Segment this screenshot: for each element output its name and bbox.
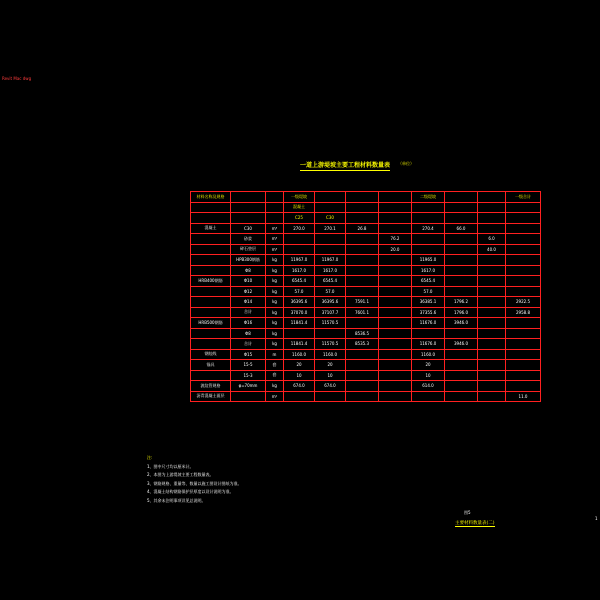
table-cell: 36385.1 <box>412 297 445 308</box>
table-cell <box>231 192 266 203</box>
table-cell <box>379 391 412 402</box>
table-cell: 37355.6 <box>412 307 445 318</box>
table-cell: 砂浆 <box>231 234 266 245</box>
table-row <box>191 213 541 224</box>
table-cell <box>506 202 541 213</box>
table-cell: m² <box>266 391 284 402</box>
table-cell: 1796.2 <box>445 297 478 308</box>
table-cell <box>412 202 445 213</box>
table-cell <box>379 276 412 287</box>
table-cell <box>506 213 541 224</box>
table-cell: Φ8 <box>231 265 266 276</box>
table-cell: 11965.0 <box>412 255 445 266</box>
table-cell: 674.0 <box>315 381 346 392</box>
table-cell: HRB400钢筋 <box>191 276 231 287</box>
table-cell <box>478 381 506 392</box>
table-cell: 1160.0 <box>412 349 445 360</box>
table-cell: 20 <box>412 360 445 371</box>
table-cell: 3946.0 <box>445 339 478 350</box>
table-cell <box>478 202 506 213</box>
table-cell <box>346 234 379 245</box>
table-cell <box>506 265 541 276</box>
table-cell: kg <box>266 286 284 297</box>
table-cell <box>478 223 506 234</box>
table-cell <box>478 370 506 381</box>
table-cell: 2958.8 <box>506 307 541 318</box>
table-cell <box>445 234 478 245</box>
table-cell <box>266 213 284 224</box>
table-cell <box>445 370 478 381</box>
note-item: 2、本图为上游堤坡主要工程数量表。 <box>147 472 214 477</box>
notes-block <box>147 454 242 505</box>
table-cell: 614.0 <box>412 381 445 392</box>
table-row <box>191 244 541 255</box>
table-cell <box>315 391 346 402</box>
note-item: 4、混凝土结构钢筋保护层厚度以设计说明为准。 <box>147 489 234 494</box>
table-row <box>191 192 541 203</box>
table-cell: 混凝土 <box>284 202 315 213</box>
table-cell <box>379 318 412 329</box>
table-cell: 26.8 <box>346 223 379 234</box>
table-cell <box>315 234 346 245</box>
table-cell: 6545.4 <box>284 276 315 287</box>
table-cell: kg <box>266 265 284 276</box>
table-cell <box>346 360 379 371</box>
table-cell: 锚具 <box>191 360 231 371</box>
table-cell <box>191 307 231 318</box>
table-cell: 7601.1 <box>346 307 379 318</box>
table-cell <box>315 244 346 255</box>
table-cell: Φ8 <box>231 328 266 339</box>
table-cell <box>346 213 379 224</box>
table-cell <box>346 265 379 276</box>
table-cell: 36395.6 <box>284 297 315 308</box>
table-cell: Φ14 <box>231 297 266 308</box>
table-cell <box>506 370 541 381</box>
table-cell: C30 <box>315 213 346 224</box>
table-cell: 36395.6 <box>315 297 346 308</box>
table-cell <box>478 286 506 297</box>
table-cell <box>284 391 315 402</box>
table-cell: Φ15 <box>231 349 266 360</box>
table-cell: 10 <box>284 370 315 381</box>
table-cell <box>191 370 231 381</box>
table-cell <box>506 381 541 392</box>
table-cell: 11570.5 <box>315 318 346 329</box>
table-cell: 2922.5 <box>506 297 541 308</box>
table-cell: 57.0 <box>284 286 315 297</box>
table-cell: m³ <box>266 223 284 234</box>
table-row <box>191 307 541 318</box>
table-cell <box>445 192 478 203</box>
table-cell <box>506 328 541 339</box>
table-cell <box>379 223 412 234</box>
table-cell <box>412 391 445 402</box>
table-cell: Φ10 <box>231 276 266 287</box>
table-cell: 10 <box>412 370 445 381</box>
table-cell <box>445 265 478 276</box>
table-cell: Φ12 <box>231 286 266 297</box>
table-cell <box>445 360 478 371</box>
table-cell <box>191 286 231 297</box>
table-cell <box>379 286 412 297</box>
table-cell <box>478 339 506 350</box>
table-cell: 1160.0 <box>284 349 315 360</box>
table-cell <box>191 213 231 224</box>
table-cell: 270.1 <box>315 223 346 234</box>
table-cell: 11967.0 <box>315 255 346 266</box>
table-cell <box>379 192 412 203</box>
table-cell <box>346 318 379 329</box>
table-cell <box>231 202 266 213</box>
table-cell <box>412 328 445 339</box>
table-cell: 15-5 <box>231 360 266 371</box>
table-cell: 8536.5 <box>346 328 379 339</box>
table-cell <box>346 192 379 203</box>
table-cell <box>346 202 379 213</box>
table-cell <box>191 244 231 255</box>
table-cell: 套 <box>266 370 284 381</box>
table-cell <box>346 255 379 266</box>
table-cell <box>506 360 541 371</box>
table-cell: 37107.7 <box>315 307 346 318</box>
table-row <box>191 360 541 371</box>
table-cell <box>346 276 379 287</box>
table-cell: 37070.0 <box>284 307 315 318</box>
table-cell <box>346 286 379 297</box>
table-cell: 11676.0 <box>412 318 445 329</box>
table-cell <box>346 349 379 360</box>
table-cell: C25 <box>284 213 315 224</box>
table-cell: kg <box>266 339 284 350</box>
sheet-mark: 1 <box>595 516 598 521</box>
table-row <box>191 370 541 381</box>
table-cell: 沥青混凝土面层 <box>191 391 231 402</box>
table-cell <box>191 297 231 308</box>
table-row <box>191 349 541 360</box>
table-cell <box>506 223 541 234</box>
table-cell <box>379 370 412 381</box>
table-cell <box>315 192 346 203</box>
table-cell: 1617.0 <box>284 265 315 276</box>
table-cell <box>445 202 478 213</box>
table-cell: 11967.0 <box>284 255 315 266</box>
table-cell <box>445 286 478 297</box>
table-cell <box>506 255 541 266</box>
table-cell: 6545.4 <box>315 276 346 287</box>
table-cell <box>379 349 412 360</box>
table-cell <box>191 339 231 350</box>
table-cell: 6545.4 <box>412 276 445 287</box>
note-item: 3、钢筋规格、重量等、数量以施工图设计图纸为准。 <box>147 480 242 486</box>
table-cell <box>478 213 506 224</box>
table-cell <box>506 349 541 360</box>
table-cell: 270.4 <box>412 223 445 234</box>
drawing-number: 图5 <box>464 510 471 515</box>
table-cell <box>379 255 412 266</box>
table-cell: 合计 <box>231 307 266 318</box>
table-cell: 1160.0 <box>315 349 346 360</box>
table-cell: 1617.0 <box>315 265 346 276</box>
table-cell: 11570.5 <box>315 339 346 350</box>
table-cell <box>346 370 379 381</box>
table-cell: 20 <box>284 360 315 371</box>
table-row <box>191 381 541 392</box>
table-cell: m³ <box>266 234 284 245</box>
table-cell <box>445 255 478 266</box>
table-cell: 20.0 <box>379 244 412 255</box>
table-cell: 套 <box>266 360 284 371</box>
table-cell <box>478 307 506 318</box>
table-cell: 1617.0 <box>412 265 445 276</box>
table-cell <box>231 213 266 224</box>
table-cell <box>379 202 412 213</box>
note-item: 5、其余未注明事项详见总说明。 <box>147 497 206 503</box>
table-cell <box>412 213 445 224</box>
table-row <box>191 276 541 287</box>
table-cell: 钢绞线 <box>191 349 231 360</box>
table-cell <box>506 234 541 245</box>
notes-label: 注: <box>147 455 153 460</box>
table-cell <box>315 202 346 213</box>
table-cell: 15-3 <box>231 370 266 381</box>
table-cell <box>445 381 478 392</box>
table-cell: 混凝土 <box>191 223 231 234</box>
table-row <box>191 328 541 339</box>
table-cell: kg <box>266 328 284 339</box>
table-cell <box>506 318 541 329</box>
note-item: 1、图中尺寸均以厘米计。 <box>147 463 194 469</box>
table-cell <box>478 297 506 308</box>
table-cell <box>478 349 506 360</box>
table-cell: 二级堤坡 <box>412 192 445 203</box>
table-cell <box>445 213 478 224</box>
table-unit: （单位） <box>398 161 414 166</box>
table-cell <box>191 234 231 245</box>
table-row <box>191 391 541 402</box>
table-row <box>191 339 541 350</box>
corner-note: Revit Mac dwg <box>2 76 32 81</box>
table-cell <box>191 255 231 266</box>
table-cell: 合计 <box>231 339 266 350</box>
table-cell <box>266 192 284 203</box>
table-cell <box>445 328 478 339</box>
table-cell: 波纹管规格 <box>191 381 231 392</box>
table-cell <box>412 234 445 245</box>
table-cell: 材料名称及规格 <box>191 192 231 203</box>
table-cell: m <box>266 349 284 360</box>
table-cell: 11676.0 <box>412 339 445 350</box>
table-cell: 11841.4 <box>284 339 315 350</box>
table-cell: 66.0 <box>445 223 478 234</box>
table-cell: 碎石垫层 <box>231 244 266 255</box>
table-cell: kg <box>266 297 284 308</box>
table-cell: HRB500钢筋 <box>191 318 231 329</box>
table-cell <box>445 276 478 287</box>
table-cell: 40.0 <box>478 244 506 255</box>
table-cell <box>191 202 231 213</box>
table-cell: 1796.0 <box>445 307 478 318</box>
table-cell <box>379 265 412 276</box>
table-cell: 8535.3 <box>346 339 379 350</box>
table-cell <box>315 328 346 339</box>
table-cell: C30 <box>231 223 266 234</box>
table-cell: 10 <box>315 370 346 381</box>
table-cell: 20 <box>315 360 346 371</box>
table-cell: 270.0 <box>284 223 315 234</box>
table-cell <box>478 255 506 266</box>
table-cell <box>379 328 412 339</box>
table-cell <box>231 391 266 402</box>
table-cell <box>191 328 231 339</box>
table-row <box>191 297 541 308</box>
table-cell <box>379 307 412 318</box>
table-cell <box>346 244 379 255</box>
table-cell <box>478 391 506 402</box>
table-cell <box>379 297 412 308</box>
table-row <box>191 234 541 245</box>
table-cell: 11841.4 <box>284 318 315 329</box>
table-cell: 57.0 <box>315 286 346 297</box>
table-cell: 3946.0 <box>445 318 478 329</box>
table-cell: kg <box>266 381 284 392</box>
table-cell <box>506 339 541 350</box>
table-cell: kg <box>266 255 284 266</box>
table-row <box>191 286 541 297</box>
table-cell <box>478 360 506 371</box>
table-row <box>191 265 541 276</box>
table-cell: Φ16 <box>231 318 266 329</box>
table-row <box>191 255 541 266</box>
quantity-table <box>190 191 541 402</box>
table-row <box>191 223 541 234</box>
table-title: 一道上游堤坡主要工程材料数量表 <box>300 162 391 169</box>
table-cell <box>506 244 541 255</box>
table-cell <box>478 276 506 287</box>
table-cell <box>379 213 412 224</box>
table-cell: kg <box>266 318 284 329</box>
table-cell <box>284 234 315 245</box>
table-row <box>191 202 541 213</box>
table-cell <box>478 318 506 329</box>
table-cell <box>506 286 541 297</box>
table-cell <box>445 391 478 402</box>
table-cell: kg <box>266 307 284 318</box>
table-cell <box>191 265 231 276</box>
table-cell <box>506 276 541 287</box>
table-cell <box>412 244 445 255</box>
table-cell <box>346 381 379 392</box>
table-cell <box>284 328 315 339</box>
table-cell: 57.0 <box>412 286 445 297</box>
table-cell <box>478 192 506 203</box>
table-cell: φ=70mm <box>231 381 266 392</box>
table-cell: 一级合计 <box>506 192 541 203</box>
table-cell <box>284 244 315 255</box>
table-cell <box>445 244 478 255</box>
table-cell: 674.0 <box>284 381 315 392</box>
table-cell: 一级堤坡 <box>284 192 315 203</box>
sheet-title: 主要材料数量表(二) <box>455 521 495 526</box>
table-cell <box>445 349 478 360</box>
table-cell: kg <box>266 276 284 287</box>
table-cell <box>379 360 412 371</box>
table-cell: 6.0 <box>478 234 506 245</box>
table-cell <box>379 381 412 392</box>
table-cell <box>346 391 379 402</box>
table-cell <box>379 339 412 350</box>
table-cell <box>478 328 506 339</box>
table-cell: m³ <box>266 244 284 255</box>
table-cell <box>266 202 284 213</box>
table-cell: HPB300钢筋 <box>231 255 266 266</box>
table-cell: 7591.1 <box>346 297 379 308</box>
table-row <box>191 318 541 329</box>
table-cell <box>478 265 506 276</box>
table-cell: 76.2 <box>379 234 412 245</box>
table-cell: 11.0 <box>506 391 541 402</box>
